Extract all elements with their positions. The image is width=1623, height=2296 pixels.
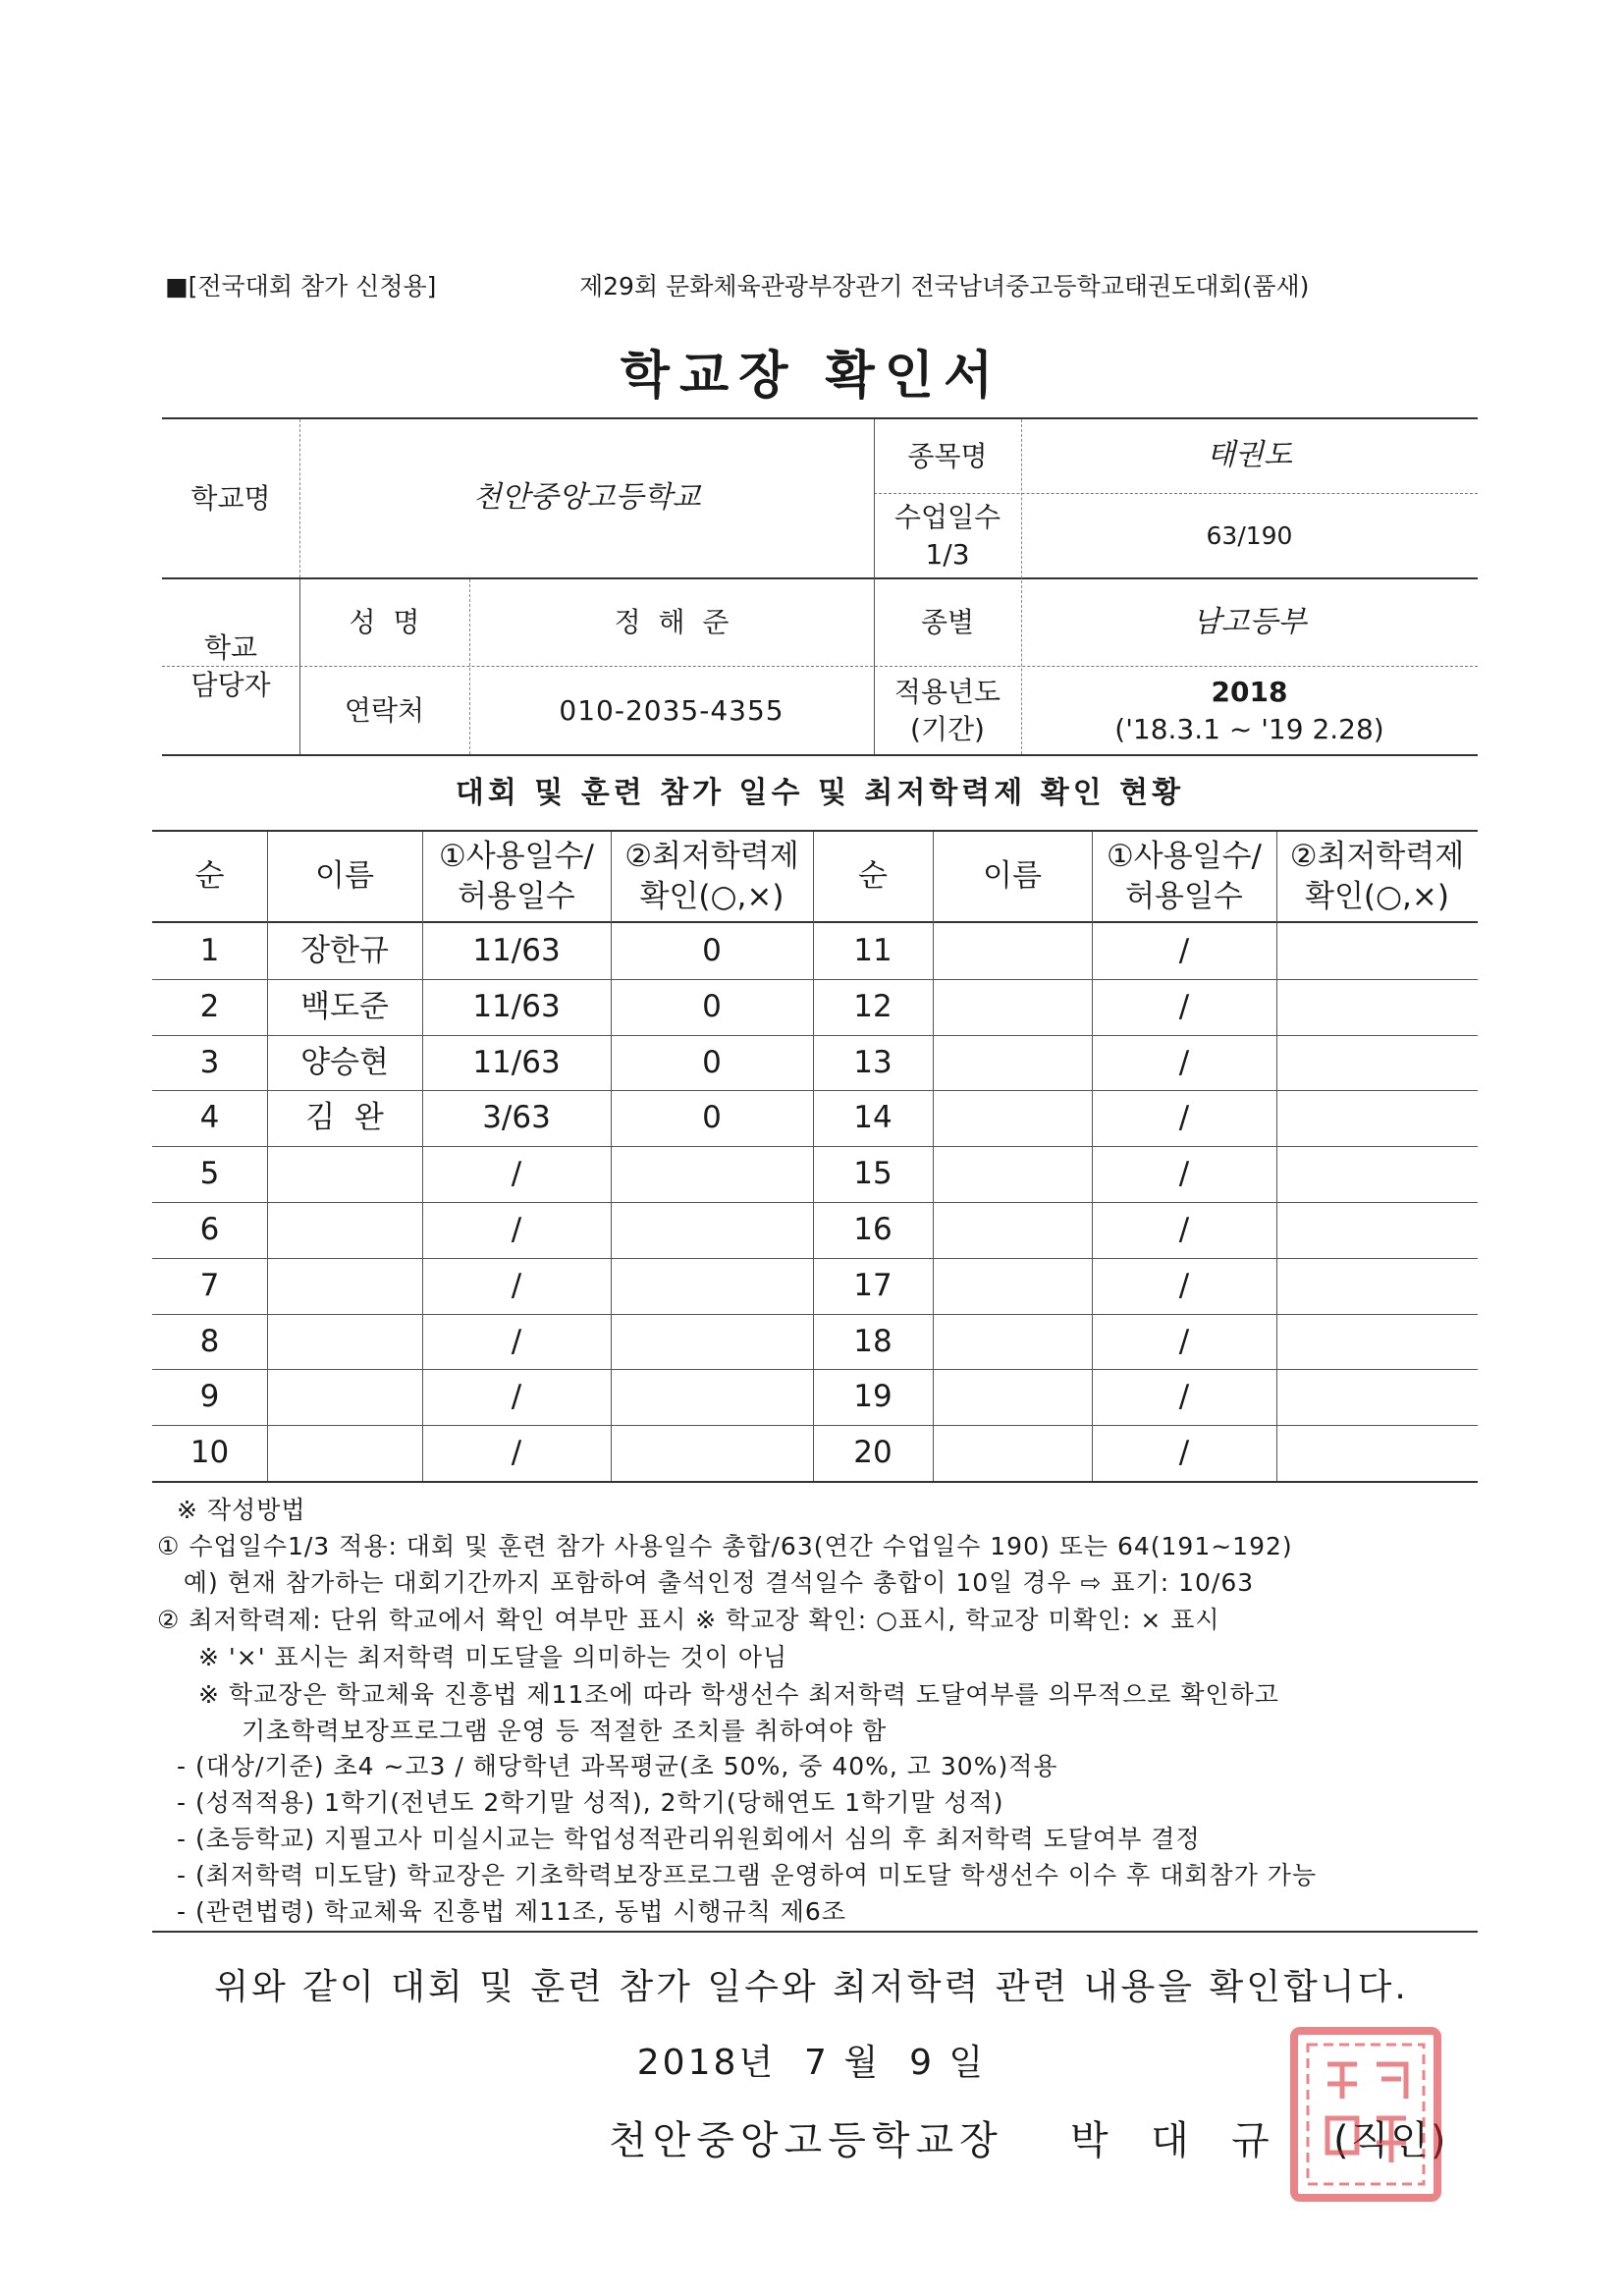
row-left-check: 0 xyxy=(702,1044,722,1080)
guide-target: - (대상/기준) 초4 ~고3 / 해당학년 과목평균(초 50%, 중 40%, 고 30%)적용 xyxy=(177,1752,1058,1780)
row-left-no: 5 xyxy=(199,1155,220,1191)
row-right-name xyxy=(933,1090,1092,1146)
row-right-name xyxy=(933,1202,1092,1258)
row-right-no: 12 xyxy=(853,988,893,1024)
header-name-right: 이름 xyxy=(983,857,1042,894)
competition-name: 제29회 문화체육관광부장관기 전국남녀중고등학교태권도대회(품새) xyxy=(579,272,1310,301)
row-right-no: 11 xyxy=(853,932,893,968)
row-right-check xyxy=(1276,1425,1478,1481)
row-right-days: / xyxy=(1178,1211,1190,1247)
manager-label-line2: 담당자 xyxy=(190,669,271,701)
row-left-days: / xyxy=(511,1378,522,1414)
school-name-value: 천안중앙고등학교 xyxy=(472,480,701,516)
header-min-academic-right-line1: ②최저학력제 xyxy=(1289,839,1465,875)
category-value: 남고등부 xyxy=(1192,604,1307,639)
row-right-no: 16 xyxy=(853,1211,893,1247)
row-left-no: 9 xyxy=(199,1378,220,1414)
class-days-label-line1: 수업일수 xyxy=(893,500,1001,533)
row-left-name: 장한규 xyxy=(300,932,389,968)
year-label-line2: (기간) xyxy=(910,712,985,745)
event-value: 태권도 xyxy=(1207,438,1292,473)
year-value xyxy=(1021,667,1478,754)
row-right-no: 19 xyxy=(853,1378,893,1414)
row-left-days: / xyxy=(511,1211,522,1247)
row-right-days: / xyxy=(1178,932,1190,968)
row-left-no: 7 xyxy=(199,1267,220,1303)
year-value-line1: 2018 xyxy=(1211,675,1288,708)
row-left-check: 0 xyxy=(702,1099,722,1135)
row-left-name xyxy=(267,1425,422,1481)
row-right-check xyxy=(1276,1314,1478,1370)
row-right-check xyxy=(1276,1202,1478,1258)
row-left-check xyxy=(611,1202,813,1258)
name-label: 성 명 xyxy=(349,606,420,639)
guide-not-reached: - (최저학력 미도달) 학교장은 기초학력보장프로그램 운영하여 미도달 학생선수 이수 후 대회참가 가능 xyxy=(177,1861,1318,1889)
row-left-name xyxy=(267,1146,422,1202)
row-left-name: 김 완 xyxy=(305,1099,384,1135)
row-left-days: / xyxy=(511,1323,522,1359)
row-right-no: 13 xyxy=(853,1044,893,1080)
guide-note-x: ※ '×' 표시는 최저학력 미도달을 의미하는 것이 아님 xyxy=(198,1643,788,1671)
row-left-name: 백도준 xyxy=(300,988,389,1024)
guide-item-1-example: 예) 현재 참가하는 대회기간까지 포함하여 출석인정 결석일수 총합이 10일 경우 ⇨ 표기: 10/63 xyxy=(157,1568,1255,1597)
header-used-days-right xyxy=(1092,832,1276,921)
school-name-label: 학교명 xyxy=(190,481,271,515)
header-used-days-line2: 허용일수 xyxy=(458,878,575,914)
manager-label xyxy=(162,579,299,754)
row-left-no: 4 xyxy=(199,1099,220,1135)
manager-name-value: 정 해 준 xyxy=(614,606,730,639)
contact-label: 연락처 xyxy=(344,693,425,727)
row-left-name xyxy=(267,1202,422,1258)
official-seal-stamp xyxy=(1288,2025,1443,2204)
row-left-check xyxy=(611,1425,813,1481)
seal-label: (직인) xyxy=(1333,2118,1448,2163)
row-left-no: 8 xyxy=(199,1323,220,1359)
class-days-value: 63/190 xyxy=(1206,520,1293,550)
year-label-line1: 적용년도 xyxy=(893,675,1001,708)
row-left-check xyxy=(611,1314,813,1370)
row-right-check xyxy=(1276,1258,1478,1314)
header-used-days-right-line1: ①사용일수/ xyxy=(1106,839,1263,875)
row-left-name xyxy=(267,1258,422,1314)
row-right-name xyxy=(933,1258,1092,1314)
row-left-days: / xyxy=(511,1155,522,1191)
guide-elementary: - (초등학교) 지필고사 미실시교는 학업성적관리위원회에서 심의 후 최저학력 도달여부 결정 xyxy=(177,1825,1201,1853)
class-days-label-line2: 1/3 xyxy=(925,537,970,571)
section-title: 대회 및 훈련 참가 일수 및 최저학력제 확인 현황 xyxy=(455,775,1185,810)
row-left-no: 3 xyxy=(199,1044,220,1080)
row-right-days: / xyxy=(1178,1267,1190,1303)
guide-note-principal: ※ 학교장은 학교체육 진흥법 제11조에 따라 학생선수 최저학력 도달여부를 의무적으로 확인하고 xyxy=(198,1680,1279,1709)
header-no-right: 순 xyxy=(858,857,888,894)
header-name: 이름 xyxy=(315,857,374,894)
row-left-name xyxy=(267,1369,422,1425)
row-right-check xyxy=(1276,979,1478,1035)
row-left-no: 10 xyxy=(189,1434,230,1470)
row-right-check xyxy=(1276,1146,1478,1202)
document-title: 학교장 확인서 xyxy=(620,347,1003,406)
row-right-days: / xyxy=(1178,1378,1190,1414)
row-right-no: 15 xyxy=(853,1155,893,1191)
guide-item-2: ② 최저학력제: 단위 학교에서 확인 여부만 표시 ※ 학교장 확인: ○표시, 학교장 미확인: × 표시 xyxy=(157,1606,1220,1634)
row-right-no: 20 xyxy=(853,1434,893,1470)
row-left-check: 0 xyxy=(702,988,722,1024)
row-left-days: 3/63 xyxy=(482,1099,551,1135)
row-right-name xyxy=(933,1425,1092,1481)
row-left-check: 0 xyxy=(702,932,722,968)
row-left-name: 양승현 xyxy=(300,1044,389,1080)
header-min-academic-right-line2: 확인(○,×) xyxy=(1305,878,1449,914)
class-days-label xyxy=(874,494,1021,577)
header-no: 순 xyxy=(194,857,225,894)
year-label xyxy=(874,667,1021,754)
row-left-days: / xyxy=(511,1434,522,1470)
row-left-days: 11/63 xyxy=(472,1044,561,1080)
row-right-days: / xyxy=(1178,1434,1190,1470)
row-left-check xyxy=(611,1258,813,1314)
event-label: 종목명 xyxy=(907,439,988,472)
row-right-check xyxy=(1276,1090,1478,1146)
row-left-name xyxy=(267,1314,422,1370)
guide-item-1: ① 수업일수1/3 적용: 대회 및 훈련 참가 사용일수 총합/63(연간 수업일수 190) 또는 64(191~192) xyxy=(157,1532,1293,1560)
header-min-academic-right xyxy=(1276,832,1478,921)
row-right-name xyxy=(933,1146,1092,1202)
row-right-days: / xyxy=(1178,1155,1190,1191)
row-left-no: 1 xyxy=(199,932,220,968)
row-right-days: / xyxy=(1178,1044,1190,1080)
row-left-check xyxy=(611,1146,813,1202)
row-right-check xyxy=(1276,1369,1478,1425)
row-right-no: 18 xyxy=(853,1323,893,1359)
principal-name: 박 대 규 xyxy=(1070,2118,1275,2163)
guide-heading: ※ 작성방법 xyxy=(177,1496,306,1524)
row-right-check xyxy=(1276,923,1478,979)
confirmation-date: 2018년 7 월 9 일 xyxy=(636,2043,987,2083)
guide-law: - (관련법령) 학교체육 진흥법 제11조, 동법 시행규칙 제6조 xyxy=(177,1897,846,1926)
header-used-days-right-line2: 허용일수 xyxy=(1125,878,1243,914)
header-min-academic-line1: ②최저학력제 xyxy=(624,839,799,875)
row-right-no: 17 xyxy=(853,1267,893,1303)
contact-value: 010-2035-4355 xyxy=(559,693,784,727)
header-min-academic xyxy=(611,832,813,921)
form-type-label: ■[전국대회 참가 신청용] xyxy=(165,272,437,301)
guide-grades: - (성적적용) 1학기(전년도 2학기말 성적), 2학기(당해연도 1학기말 성적) xyxy=(177,1788,1004,1817)
year-value-line2: ('18.3.1 ~ '19 2.28) xyxy=(1114,712,1384,745)
header-used-days-line1: ①사용일수/ xyxy=(438,839,595,875)
principal-school: 천안중앙고등학교장 xyxy=(609,2118,1003,2163)
row-left-no: 2 xyxy=(199,988,220,1024)
row-right-no: 14 xyxy=(853,1099,893,1135)
row-left-days: 11/63 xyxy=(472,932,561,968)
header-used-days xyxy=(422,832,611,921)
guide-note-principal-cont: 기초학력보장프로그램 운영 등 적절한 조치를 취하여야 함 xyxy=(242,1717,888,1745)
row-left-check xyxy=(611,1369,813,1425)
row-left-days: 11/63 xyxy=(472,988,561,1024)
row-right-name xyxy=(933,1369,1092,1425)
notes-bottom-rule xyxy=(152,1931,1478,1933)
row-right-days: / xyxy=(1178,1323,1190,1359)
confirmation-text: 위와 같이 대회 및 훈련 참가 일수와 최저학력 관련 내용을 확인합니다. xyxy=(214,1967,1409,2007)
row-left-days: / xyxy=(511,1267,522,1303)
row-right-days: / xyxy=(1178,988,1190,1024)
row-right-check xyxy=(1276,1035,1478,1091)
header-min-academic-line2: 확인(○,×) xyxy=(639,878,784,914)
row-right-name xyxy=(933,1314,1092,1370)
row-left-no: 6 xyxy=(199,1211,220,1247)
category-label: 종별 xyxy=(920,606,975,639)
row-right-days: / xyxy=(1178,1099,1190,1135)
manager-label-line1: 학교 xyxy=(203,631,258,665)
row-right-name xyxy=(933,923,1092,979)
row-right-name xyxy=(933,1035,1092,1091)
row-right-name xyxy=(933,979,1092,1035)
